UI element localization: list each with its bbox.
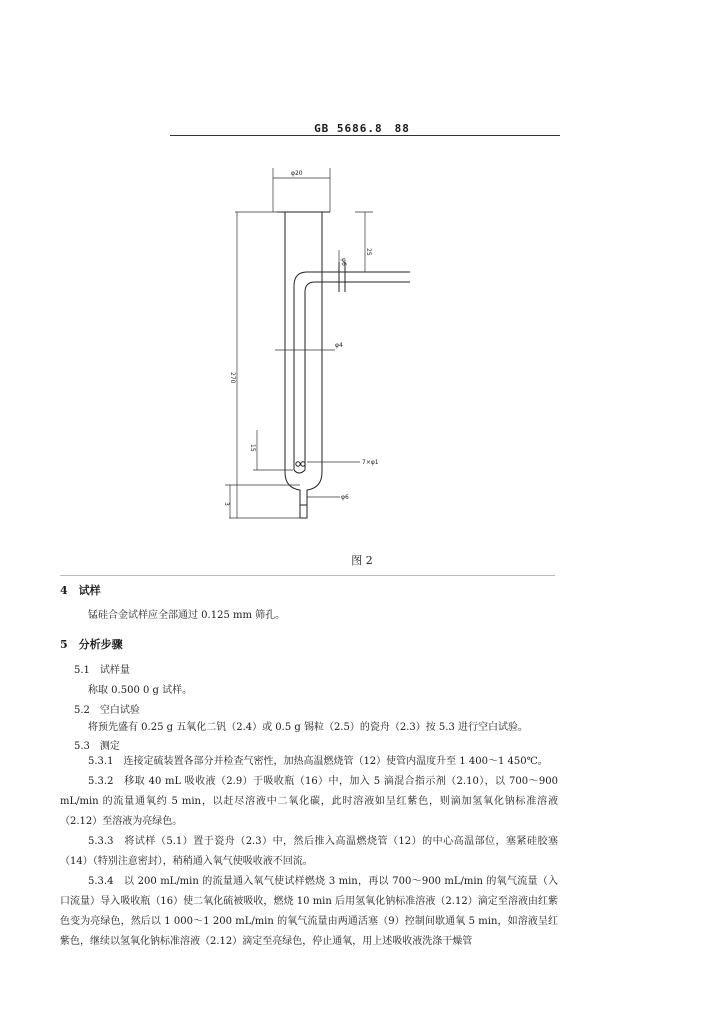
- dim-stem-length: 3: [223, 502, 230, 506]
- section-5-3-title: 5.3 测定: [74, 741, 120, 752]
- dim-total-length: 270: [229, 372, 236, 384]
- section-5-heading: 5 分析步骤: [60, 638, 123, 651]
- section-5-1-title: 5.1 试样量: [74, 665, 130, 676]
- inner-tube-left: [294, 272, 410, 470]
- section-5-2-text: 将预先盛有 0.25 g 五氧化二钒（2.4）或 0.5 g 锡粒（2.5）的瓷舟（2.3）按 5.3 进行空白试验。: [88, 722, 529, 733]
- section-4-text: 锰硅合金试样应全部通过 0.125 mm 筛孔。: [88, 610, 286, 621]
- tube-drawing-svg: [215, 150, 415, 530]
- tube-drawing: [215, 150, 415, 530]
- inner-tube-bottom: [294, 470, 305, 473]
- section-5-1-text: 称取 0.500 0 g 试样。: [88, 685, 193, 696]
- inner-tube-right: [305, 282, 410, 470]
- figure-rule: [60, 575, 555, 576]
- dim-outlet-diameter: φ6: [340, 258, 347, 266]
- dim-inner-diameter: φ4: [335, 342, 343, 349]
- standard-number: GB 5686.8 88: [314, 122, 410, 135]
- hole: [296, 462, 300, 466]
- paragraph-5-3-3: 5.3.3 将试样（5.1）置于瓷舟（2.3）中，然后推入高温燃烧管（12）的中心高温部位，塞紧硅胶塞（14）（特别注意密封），稍稍通入氧气使吸收液不回流。: [60, 836, 558, 867]
- header-rule: [170, 135, 560, 136]
- dim-side-height: 25: [365, 248, 372, 256]
- paragraph-5-3-4: 5.3.4 以 200 mL/min 的流量通入氧气使试样燃烧 3 min，再以 700～900 mL/min 的氧气流量（入口流量）导入吸收瓶（16）使二氧化硫被吸收，燃烧 10 min 后用氢氧化钠标准溶液（2.12）滴定至溶液由红紫色变为亮绿色，然后以 1 000～1 200 mL/min 的氧气流量由两通活塞（9）控制间歇通氧 5 min，如溶液呈红紫色，继续以氢氧化钠标准溶液（2.12）滴定至亮绿色，停止通氧，用上述吸收液洗涤干燥管: [60, 876, 558, 947]
- dim-holes: 7×φ1: [362, 459, 379, 466]
- section-5-2-title: 5.2 空白试验: [74, 705, 140, 716]
- section-5-3-body: [60, 752, 558, 952]
- paragraph-5-3-2: 5.3.2 移取 40 mL 吸收液（2.9）于吸收瓶（16）中，加入 5 滴混合指示剂（2.10），以 700～900 mL/min 的流量通氧约 5 min，以赶尽溶液中二氧化碳，此时溶液如呈红紫色，则滴加氢氧化钠标准溶液（2.12）至溶液为亮绿色。: [60, 776, 558, 827]
- figure-caption: 图 2: [351, 554, 373, 567]
- dim-top-diameter: φ20: [291, 170, 303, 177]
- dim-stem-diameter: φ6: [341, 494, 349, 501]
- dim-lower-length: 15: [249, 444, 256, 452]
- outer-tube: [285, 212, 322, 518]
- section-4-heading: 4 试样: [60, 584, 101, 597]
- paragraph-5-3-1: 5.3.1 连接定硫装置各部分并检查气密性，加热高温燃烧管（12）使管内温度升至 1 400～1 450℃。: [88, 756, 548, 767]
